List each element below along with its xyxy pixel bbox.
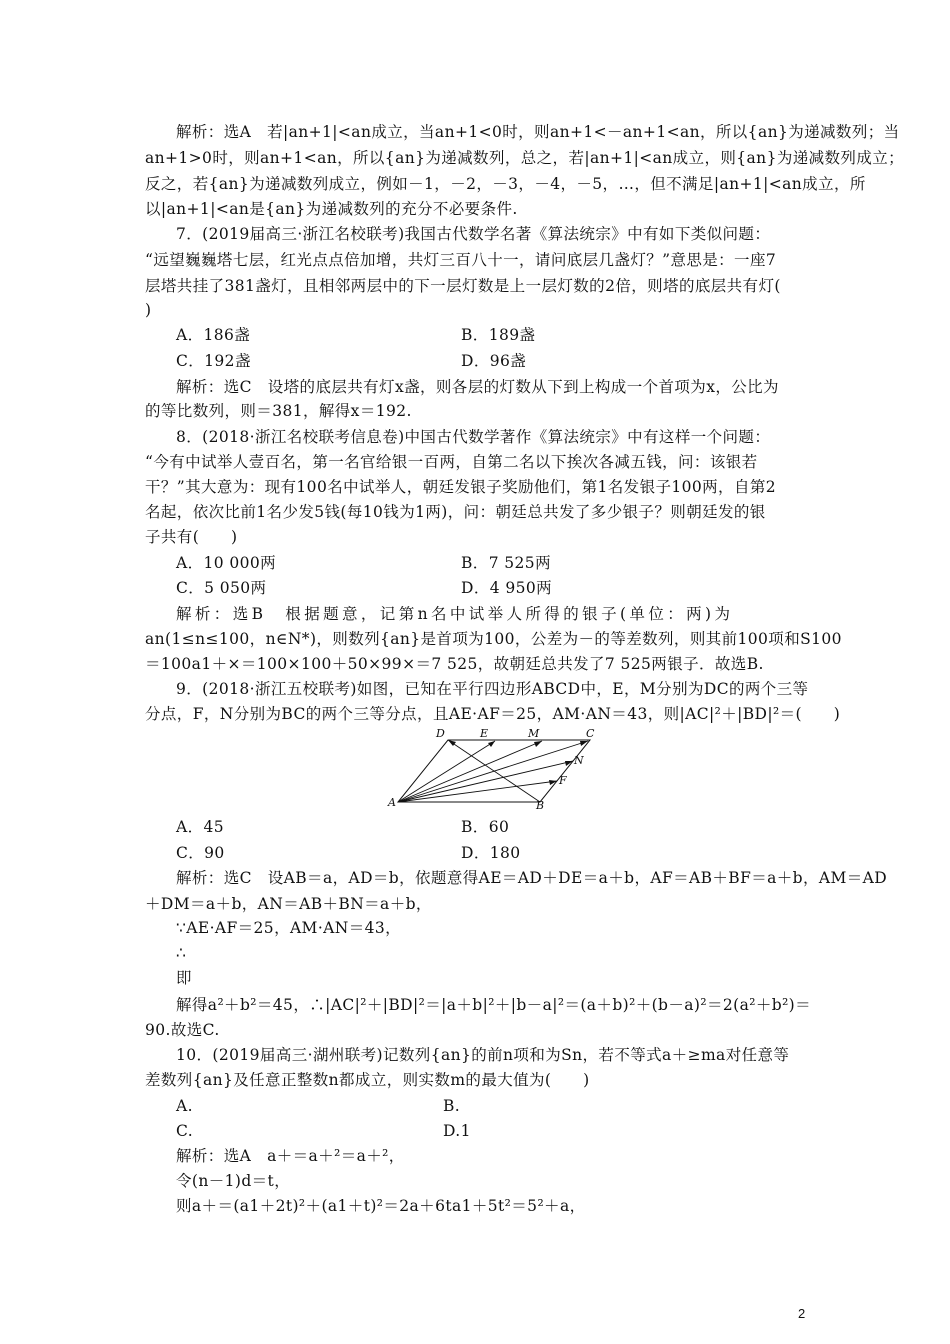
text-line: an(1≤n≤100，n∈N*)，则数列{an}是首项为100，公差为－的等差数列，则其前100项和S100: [145, 630, 842, 648]
option-b: B．189盏: [461, 326, 536, 344]
text-line: 名起，依次比前1名少发5钱(每10钱为1两)，问：朝廷总共发了多少银子？则朝廷发的银: [145, 503, 766, 521]
text-line: ): [145, 301, 152, 319]
option-b: B．7 525两: [461, 554, 551, 572]
option-c: C．5 050两: [176, 579, 267, 597]
figure-label: F: [559, 774, 567, 787]
text-line: 差数列{an}及任意正整数n都成立，则实数m的最大值为( ): [145, 1071, 590, 1089]
text-line: ＋DM＝a＋b，AN＝AB＋BN＝a＋b，: [145, 895, 432, 913]
figure-label: E: [480, 727, 489, 740]
solution-line: 解析：选B 根据题意，记第n名中试举人所得的银子(单位：两)为: [176, 605, 734, 623]
text-line: “今有中试举人壹百名，第一名官给银一百两，自第二名以下挨次各减五钱，问：该银若: [145, 453, 758, 471]
text-line: “远望巍巍塔七层，红光点点倍加增，共灯三百八十一，请问底层几盏灯？”意思是：一座7: [145, 251, 777, 269]
text-line: 的等比数列，则＝381，解得x＝192.: [145, 402, 412, 420]
text-line: ∵AE·AF＝25，AM·AN＝43，: [176, 919, 402, 937]
text-line: 令(n－1)d＝t，: [176, 1172, 291, 1190]
option-a: A．186盏: [176, 326, 251, 344]
text-line: 子共有( ): [145, 528, 238, 546]
option-a: A．10 000两: [176, 554, 277, 572]
text-line: 则a＋＝(a1＋2t)²＋(a1＋t)²＝2a＋6ta1＋5t²＝5²＋a，: [176, 1197, 586, 1215]
question-10-stem: 10．(2019届高三·湖州联考)记数列{an}的前n项和为Sn，若不等式a＋≥ma对任意等: [176, 1046, 790, 1064]
text-line: 解得a²＋b²＝45，∴|AC|²＋|BD|²＝|a＋b|²＋|b－a|²＝(a＋b)²＋(b－a)²＝2(a²＋b²)＝: [176, 996, 812, 1014]
text-line: 层塔共挂了381盏灯，且相邻两层中的下一层灯数是上一层灯数的2倍，则塔的底层共有灯(: [145, 277, 781, 295]
solution-line: 解析：选C 设AB＝a，AD＝b，依题意得AE＝AD＋DE＝a＋b，AF＝AB＋BF＝a＋b，AM＝AD: [176, 869, 888, 887]
text-line: an+1>0时，则an+1<an，所以{an}为递减数列，总之，若|an+1|<an成立，则{an}为递减数列成立；: [145, 149, 905, 167]
question-9-stem: 9．(2018·浙江五校联考)如图，已知在平行四边形ABCD中，E，M分别为DC的两个三等: [176, 680, 809, 698]
text-line: 以|an+1|<an是{an}为递减数列的充分不必要条件.: [145, 200, 518, 218]
text-line: 反之，若{an}为递减数列成立，例如－1，－2，－3，－4，－5，…，但不满足|an+1|<an成立，所: [145, 175, 866, 193]
option-c: C．90: [176, 844, 225, 862]
text-line: ∴: [176, 944, 187, 962]
option-c: C．192盏: [176, 352, 251, 370]
figure-label: N: [574, 754, 584, 767]
option-d: D.1: [443, 1122, 471, 1140]
option-c: C.: [176, 1122, 194, 1140]
question-8-stem: 8．(2018·浙江名校联考信息卷)中国古代数学著作《算法统宗》中有这样一个问题：: [176, 428, 771, 446]
text-line: 即: [176, 969, 192, 987]
parallelogram-figure: [380, 724, 600, 810]
solution-line: 解析：选C 设塔的底层共有灯x盏，则各层的灯数从下到上构成一个首项为x，公比为: [176, 378, 779, 396]
option-d: D．180: [461, 844, 521, 862]
text-line: 干？”其大意为：现有100名中试举人，朝廷发银子奖励他们，第1名发银子100两，自第2: [145, 478, 777, 496]
figure-label: B: [536, 799, 545, 810]
text-line: ＝100a1＋×＝100×100＋50×99×＝7 525，故朝廷总共发了7 525两银子．故选B.: [145, 655, 764, 673]
option-d: D．96盏: [461, 352, 527, 370]
option-d: D．4 950两: [461, 579, 553, 597]
text-line: 分点，F，N分别为BC的两个三等分点，且AE·AF＝25，AM·AN＝43，则|AC|²＋|BD|²＝( ): [145, 705, 841, 723]
figure-label: D: [436, 727, 445, 740]
solution-line: 解析：选A a＋＝a＋²＝a＋²，: [176, 1147, 405, 1165]
option-b: B.: [443, 1097, 461, 1115]
option-b: B．60: [461, 818, 510, 836]
figure-label: A: [388, 796, 396, 809]
text-line: 90.故选C.: [145, 1021, 220, 1039]
option-a: A．45: [176, 818, 225, 836]
option-a: A.: [176, 1097, 193, 1115]
text-line: 解析：选A 若|an+1|<an成立，当an+1<0时，则an+1<－an+1<an，所以{an}为递减数列；当: [176, 123, 900, 141]
page-number: 2: [798, 1306, 806, 1321]
figure-label: C: [586, 727, 595, 740]
question-7-stem: 7．(2019届高三·浙江名校联考)我国古代数学名著《算法统宗》中有如下类似问题：: [176, 225, 771, 243]
figure-label: M: [528, 727, 540, 740]
